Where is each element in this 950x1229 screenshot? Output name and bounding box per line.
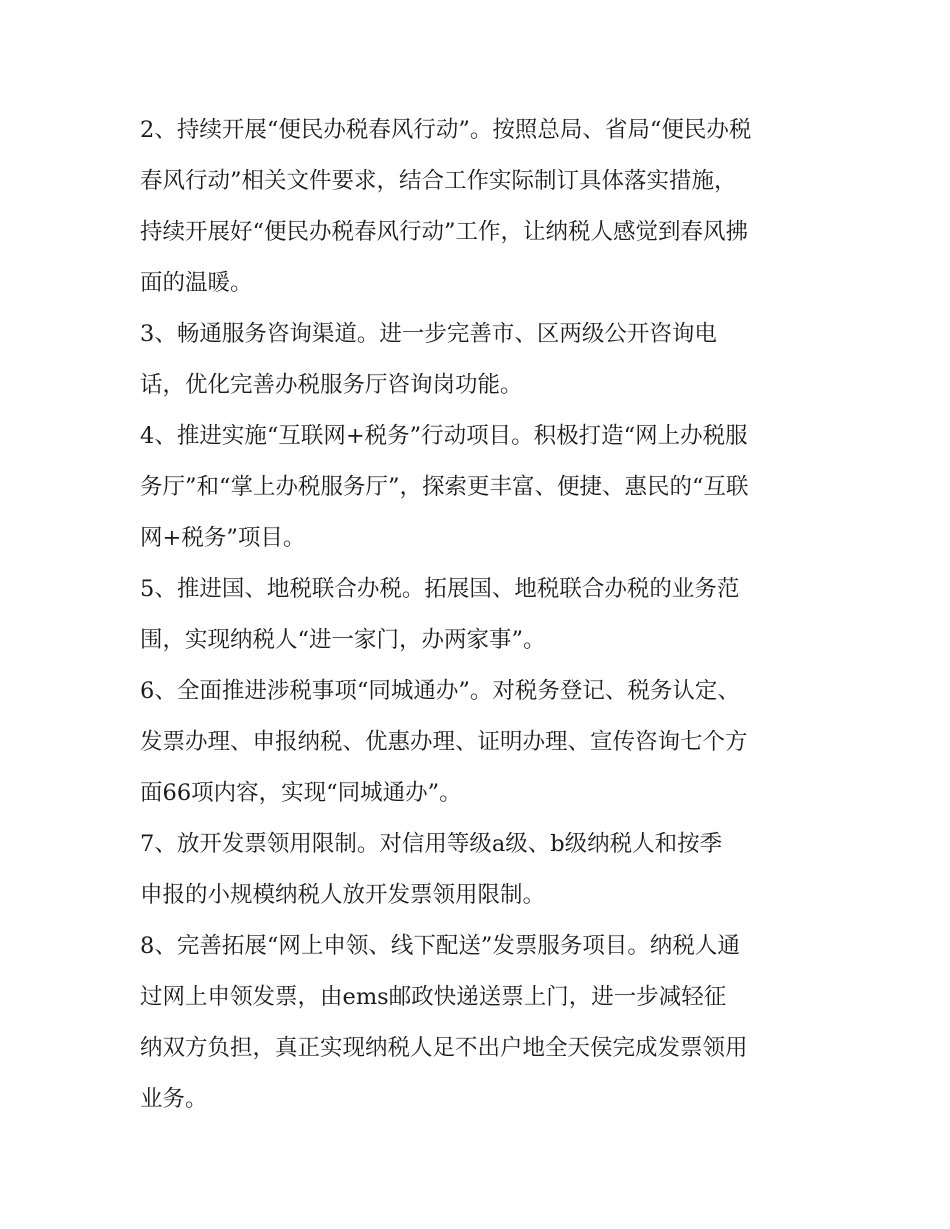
text-line: 春风行动”相关文件要求，结合工作实际制订具体落实措施， [140,168,737,194]
text-line: 持续开展好“便民办税春风行动”工作，让纳税人感觉到春风拂 [140,219,749,245]
text-line: 务厅”和“掌上办税服务厅”，探索更丰富、便捷、惠民的“互联 [140,474,749,500]
text-line: 发票办理、申报纳税、优惠办理、证明办理、宣传咨询七个方 [140,729,748,755]
text-line: 6、全面推进涉税事项“同城通办”。对税务登记、税务认定、 [140,678,740,704]
text-line: 围，实现纳税人“进一家门，办两家事”。 [140,627,546,653]
text-line: 4、推进实施“互联网+税务”行动项目。积极打造“网上办税服 [140,423,748,449]
text-line: 申报的小规模纳税人放开发票领用限制。 [140,882,546,908]
document-body [140,105,820,1125]
text-line: 业务。 [140,1086,208,1112]
text-line: 面66项内容，实现“同城通办”。 [140,780,462,806]
text-line: 面的温暖。 [140,270,253,296]
text-line: 8、完善拓展“网上申领、线下配送”发票服务项目。纳税人通 [140,933,740,959]
text-line: 5、推进国、地税联合办税。拓展国、地税联合办税的业务范 [140,576,740,602]
text-line: 过网上申领发票，由ems邮政快递送票上门，进一步减轻征 [140,984,727,1010]
text-line: 2、持续开展“便民办税春风行动”。按照总局、省局“便民办税 [140,117,752,143]
text-line: 3、畅通服务咨询渠道。进一步完善市、区两级公开咨询电 [140,321,717,347]
text-line: 网+税务”项目。 [140,525,306,551]
text-line: 纳双方负担，真正实现纳税人足不出户地全天侯完成发票领用 [140,1035,748,1061]
text-line: 话，优化完善办税服务厅咨询岗功能。 [140,372,523,398]
text-line: 7、放开发票领用限制。对信用等级a级、b级纳税人和按季 [140,831,723,857]
